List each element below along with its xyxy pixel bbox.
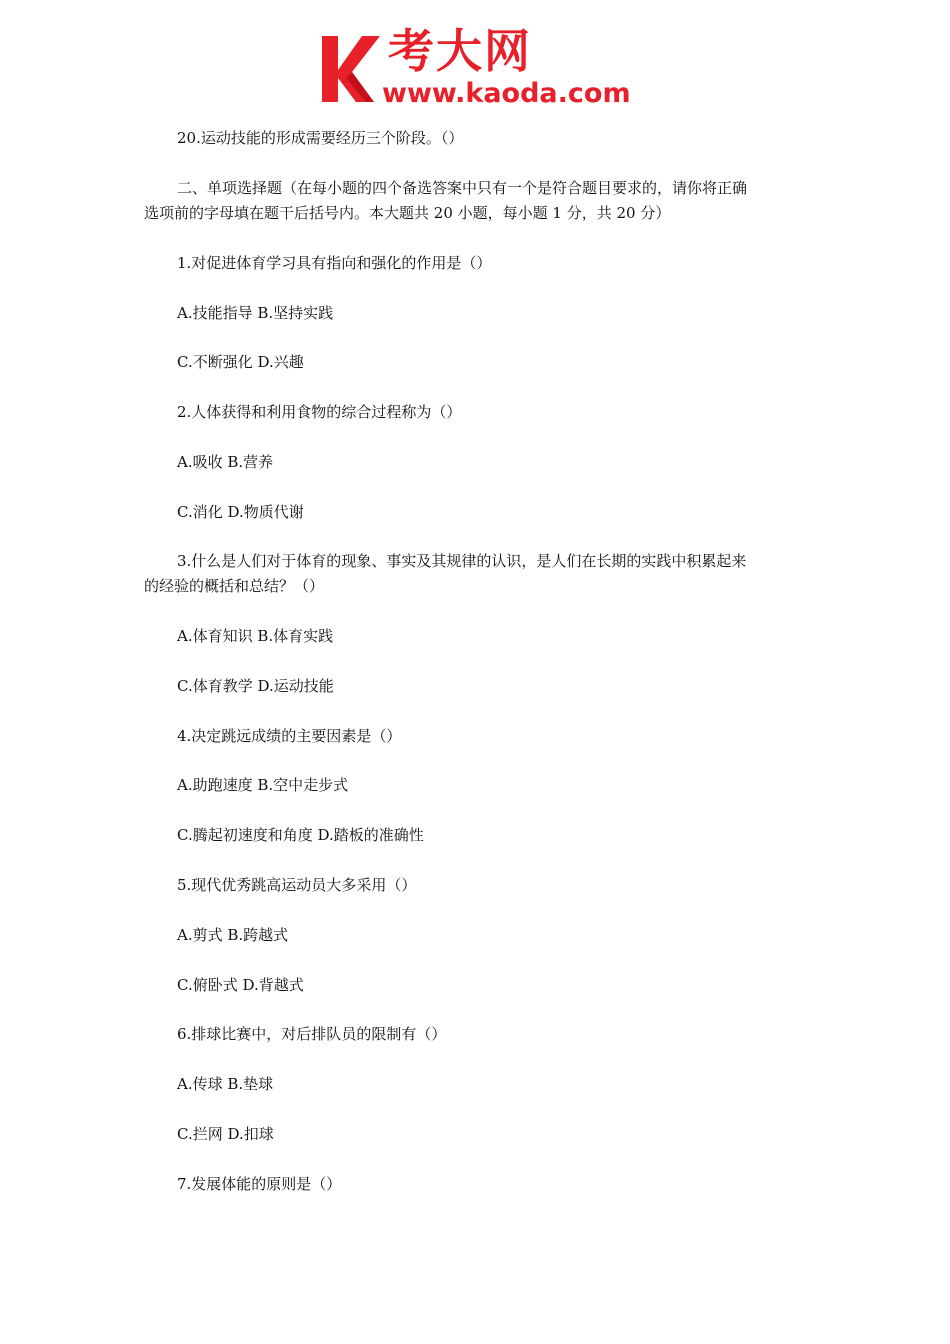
question-6: 6.排球比赛中，对后排队员的限制有（）: [177, 1025, 447, 1043]
question-3-options-cd: C.体育教学 D.运动技能: [177, 677, 334, 695]
question-3-options-ab: A.体育知识 B.体育实践: [177, 627, 334, 645]
question-7: 7.发展体能的原则是（）: [177, 1175, 342, 1193]
question-6-options-cd: C.拦网 D.扣球: [177, 1125, 274, 1143]
section-heading-line-1: 二、单项选择题（在每小题的四个备选答案中只有一个是符合题目要求的，请你将正确: [177, 179, 748, 197]
k-logo-icon: [316, 32, 386, 104]
question-5: 5.现代优秀跳高运动员大多采用（）: [177, 876, 417, 894]
logo-title: 考大网: [388, 24, 532, 78]
question-2-options-cd: C.消化 D.物质代谢: [177, 503, 304, 521]
question-5-options-ab: A.剪式 B.跨越式: [177, 926, 289, 944]
question-3-line-2: 的经验的概括和总结？（）: [144, 577, 325, 595]
question-1-options-cd: C.不断强化 D.兴趣: [177, 353, 304, 371]
question-3-line-1: 3.什么是人们对于体育的现象、事实及其规律的认识，是人们在长期的实践中积累起来: [177, 552, 747, 570]
question-6-options-ab: A.传球 B.垫球: [177, 1075, 274, 1093]
question-4-options-cd: C.腾起初速度和角度 D.踏板的准确性: [177, 826, 424, 844]
question-1: 1.对促进体育学习具有指向和强化的作用是（）: [177, 254, 492, 272]
question-20: 20.运动技能的形成需要经历三个阶段。（）: [177, 129, 464, 147]
question-4-options-ab: A.助跑速度 B.空中走步式: [177, 776, 349, 794]
question-1-options-ab: A.技能指导 B.坚持实践: [177, 304, 334, 322]
question-2: 2.人体获得和利用食物的综合过程称为（）: [177, 403, 462, 421]
question-4: 4.决定跳远成绩的主要因素是（）: [177, 727, 402, 745]
question-2-options-ab: A.吸收 B.营养: [177, 453, 274, 471]
question-5-options-cd: C.俯卧式 D.背越式: [177, 976, 304, 994]
logo-url: www.kaoda.com: [382, 78, 631, 109]
kaoda-logo: [316, 24, 646, 112]
section-heading-line-2: 选项前的字母填在题干后括号内。本大题共 20 小题，每小题 1 分，共 20 分）: [144, 204, 671, 222]
